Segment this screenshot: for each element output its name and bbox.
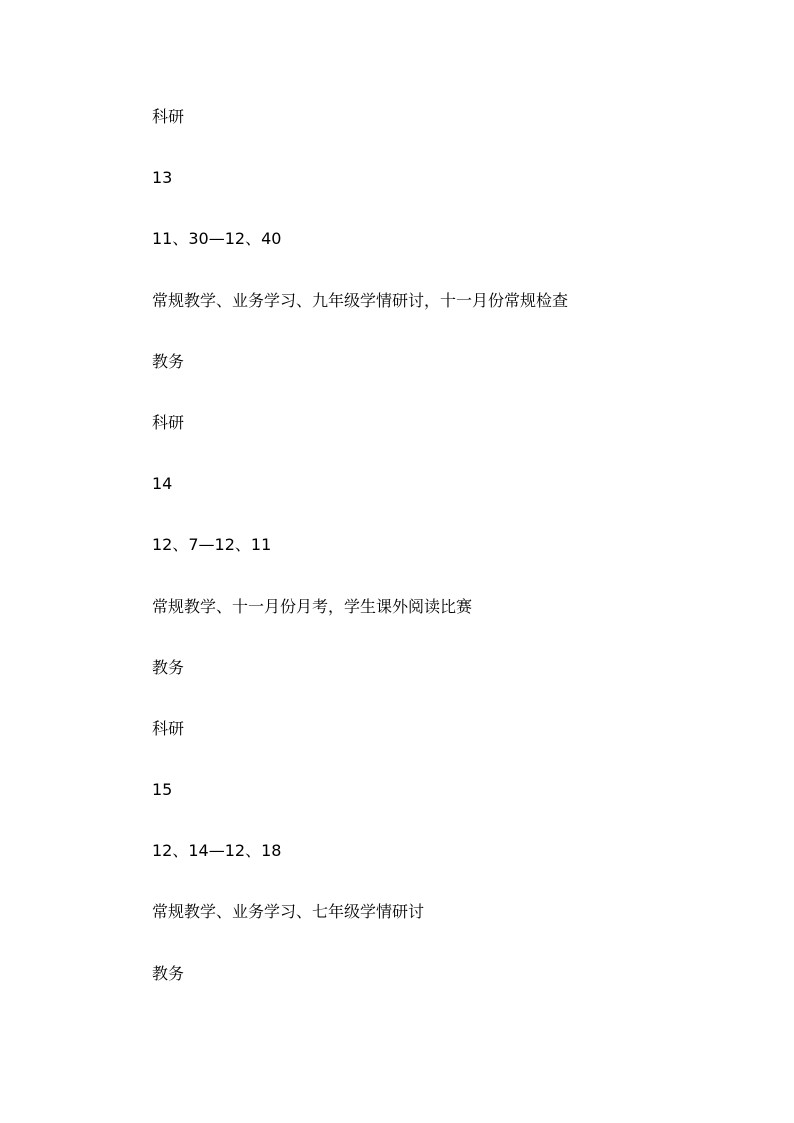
text-line: 科研	[152, 718, 185, 738]
text-line: 15	[152, 780, 173, 800]
text-line: 12、14—12、18	[152, 841, 282, 861]
text-line: 教务	[152, 351, 185, 371]
text-line: 教务	[152, 963, 185, 983]
text-line: 常规教学、十一月份月考，学生课外阅读比赛	[152, 596, 473, 616]
document-body	[152, 105, 568, 1023]
text-line: 常规教学、业务学习、九年级学情研讨，十一月份常规检查	[152, 290, 569, 310]
text-line: 科研	[152, 412, 185, 432]
text-line: 科研	[152, 107, 185, 126]
text-line: 11、30—12、40	[152, 229, 282, 249]
text-line: 教务	[152, 657, 185, 677]
text-line: 12、7—12、11	[152, 535, 272, 555]
text-line: 常规教学、业务学习、七年级学情研讨	[152, 902, 425, 922]
text-line: 14	[152, 474, 173, 494]
text-line: 13	[152, 168, 173, 188]
